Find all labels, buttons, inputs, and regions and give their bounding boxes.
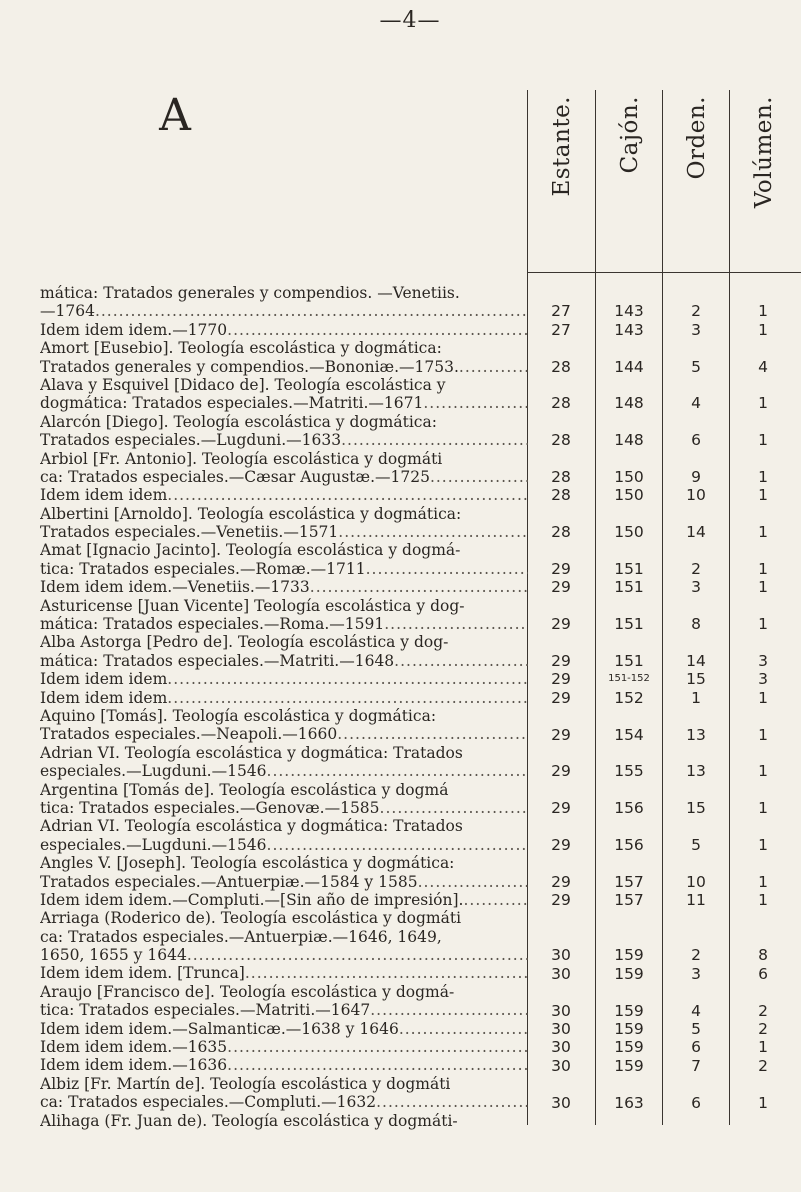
leader-dots <box>430 468 528 486</box>
entry-line: Aquino [Tomás]. Teología escolástica y dogmática: <box>40 706 437 725</box>
entry-line <box>40 946 528 964</box>
entry-line: mática: Tratados generales y compendios. —Venetiis. <box>40 284 460 302</box>
volumen-value: 1 <box>758 891 768 910</box>
column-header-cajon: Cajón. <box>616 96 643 174</box>
entry-line <box>40 358 528 376</box>
estante-value: 27 <box>551 302 571 321</box>
orden-value: 13 <box>686 725 706 744</box>
entry-line: Amort [Eusebio]. Teología escolástica y dogmática: <box>40 339 442 358</box>
estante-value: 29 <box>551 872 571 891</box>
volumen-value: 2 <box>758 1001 768 1020</box>
entry-text: ca: Tratados especiales.—Cæsar Augustæ.—1725 <box>40 467 430 486</box>
estante-value: 27 <box>551 320 571 339</box>
entry-line: Arriaga (Roderico de). Teología escolástica y dogmáti <box>40 909 462 928</box>
volumen-value: 1 <box>758 320 768 339</box>
orden-value: 3 <box>691 320 701 339</box>
orden-value: 5 <box>691 357 701 376</box>
cajon-value: 157 <box>614 891 644 910</box>
entry-line <box>40 762 528 780</box>
entry-line <box>40 1020 528 1038</box>
page-number: —4— <box>379 8 441 33</box>
entry-line: Albertini [Arnoldo]. Teología escolástica y dogmática: <box>40 504 462 523</box>
entry-text: mática: Tratados especiales.—Matriti.—1648 <box>40 651 395 670</box>
orden-value: 14 <box>686 652 706 670</box>
volumen-value: 1 <box>758 799 768 818</box>
orden-value: 1 <box>691 688 701 707</box>
entry-line <box>40 725 528 743</box>
volumen-value: 1 <box>758 762 768 781</box>
entry-line <box>40 964 528 982</box>
entry-text: especiales.—Lugduni.—1546 <box>40 762 267 781</box>
orden-value: 15 <box>686 670 706 689</box>
orden-value: 3 <box>691 578 701 597</box>
entry-line <box>40 302 528 320</box>
leader-dots <box>167 486 528 504</box>
column-rule-1 <box>595 90 596 1125</box>
entry-text: Idem idem idem <box>40 688 168 707</box>
entry-text: Idem idem idem <box>40 486 168 505</box>
orden-value: 5 <box>691 1020 701 1038</box>
volumen-value: 3 <box>758 652 768 670</box>
entry-line: Asturicense [Juan Vicente] Teología escolástica y dog- <box>40 596 465 615</box>
leader-dots <box>227 1038 528 1056</box>
cajon-value: 159 <box>614 946 644 965</box>
leader-dots <box>384 615 528 633</box>
entry-line <box>40 468 528 486</box>
cajon-value: 151-152 <box>608 673 650 685</box>
estante-value: 29 <box>551 891 571 910</box>
entry-line <box>40 321 528 339</box>
entry-line <box>40 1038 528 1056</box>
volumen-value: 1 <box>758 394 768 413</box>
cajon-value: 159 <box>614 964 644 983</box>
volumen-value: 1 <box>758 1093 768 1112</box>
column-header-orden: Orden. <box>683 96 710 180</box>
entry-text: Idem idem idem. [Trunca] <box>40 964 245 983</box>
entry-line <box>40 615 528 633</box>
orden-value: 7 <box>691 1056 701 1075</box>
leader-dots <box>337 725 528 743</box>
entry-text: Idem idem idem.—Compluti.—[Sin año de impresión]. <box>40 890 464 909</box>
leader-dots <box>245 964 528 982</box>
volumen-value: 1 <box>758 578 768 597</box>
estante-value: 28 <box>551 468 571 486</box>
entry-text: 1650, 1655 y 1644 <box>40 946 187 965</box>
entry-line: Albiz [Fr. Martín de]. Teología escolástica y dogmáti <box>40 1074 451 1093</box>
leader-dots <box>418 873 528 891</box>
leader-dots <box>267 762 528 780</box>
estante-value: 30 <box>551 1001 571 1020</box>
volumen-value: 1 <box>758 615 768 634</box>
entry-line: Adrian VI. Teología escolástica y dogmática: Tratados <box>40 817 463 836</box>
entry-line: Adrian VI. Teología escolástica y dogmática: Tratados <box>40 743 463 762</box>
volumen-value: 3 <box>758 670 768 689</box>
orden-value: 4 <box>691 1001 701 1020</box>
leader-dots <box>187 946 528 964</box>
volumen-value: 8 <box>758 946 768 965</box>
cajon-value: 148 <box>614 431 644 450</box>
leader-dots <box>380 799 528 817</box>
entry-line <box>40 689 528 707</box>
estante-value: 30 <box>551 1093 571 1112</box>
orden-value: 3 <box>691 964 701 983</box>
entry-text: Tratados especiales.—Neapoli.—1660 <box>40 725 338 744</box>
volumen-value: 1 <box>758 523 768 542</box>
orden-value: 11 <box>686 891 706 910</box>
estante-value: 30 <box>551 1038 571 1057</box>
leader-dots <box>227 321 528 339</box>
column-header-estante: Estante. <box>548 96 575 197</box>
entry-line <box>40 523 528 541</box>
entry-line: Alarcón [Diego]. Teología escolástica y dogmática: <box>40 412 437 431</box>
entry-text: Idem idem idem <box>40 670 168 689</box>
column-rule-3 <box>729 90 730 1125</box>
entry-text: Tratados especiales.—Lugduni.—1633 <box>40 431 342 450</box>
orden-value: 6 <box>691 1093 701 1112</box>
leader-dots <box>459 358 528 376</box>
estante-value: 30 <box>551 964 571 983</box>
cajon-value: 159 <box>614 1038 644 1057</box>
entry-line: Amat [Ignacio Jacinto]. Teología escolástica y dogmá- <box>40 541 461 560</box>
entry-text: mática: Tratados especiales.—Roma.—1591 <box>40 615 385 634</box>
entry-line <box>40 431 528 449</box>
entry-text: Idem idem idem.—Venetiis.—1733 <box>40 578 310 597</box>
orden-value: 10 <box>686 486 706 505</box>
orden-value: 15 <box>686 799 706 818</box>
section-letter: A <box>159 90 191 141</box>
estante-value: 29 <box>551 836 571 854</box>
entry-line <box>40 652 528 670</box>
entry-line <box>40 1093 528 1111</box>
orden-value: 9 <box>691 468 701 486</box>
entry-line <box>40 891 528 909</box>
column-header-volumen: Volúmen. <box>750 96 777 209</box>
estante-value: 29 <box>551 578 571 597</box>
estante-value: 29 <box>551 762 571 781</box>
leader-dots <box>95 302 528 320</box>
volumen-value: 1 <box>758 560 768 578</box>
estante-value: 29 <box>551 670 571 689</box>
leader-dots <box>167 689 528 707</box>
leader-dots <box>338 523 528 541</box>
cajon-value: 151 <box>614 578 644 597</box>
leader-dots <box>366 560 528 578</box>
cajon-value: 151 <box>614 652 644 670</box>
orden-value: 8 <box>691 615 701 634</box>
entry-line: Angles V. [Joseph]. Teología escolástica y dogmática: <box>40 854 455 873</box>
orden-value: 2 <box>691 946 701 965</box>
cajon-value: 159 <box>614 1001 644 1020</box>
cajon-value: 156 <box>614 799 644 818</box>
leader-dots <box>376 1093 528 1111</box>
estante-value: 29 <box>551 799 571 818</box>
cajon-value: 148 <box>614 394 644 413</box>
entry-line <box>40 873 528 891</box>
volumen-value: 1 <box>758 836 768 854</box>
cajon-value: 143 <box>614 320 644 339</box>
cajon-value: 151 <box>614 560 644 578</box>
entry-text: tica: Tratados especiales.—Matriti.—1647 <box>40 1001 371 1020</box>
orden-value: 13 <box>686 762 706 781</box>
entry-line <box>40 578 528 596</box>
catalog-entries <box>40 284 528 1130</box>
volumen-value: 4 <box>758 357 768 376</box>
entry-text: Idem idem idem.—Salmanticæ.—1638 y 1646 <box>40 1019 399 1038</box>
entry-line <box>40 560 528 578</box>
leader-dots <box>167 670 528 688</box>
estante-value: 28 <box>551 431 571 450</box>
orden-value: 6 <box>691 431 701 450</box>
cajon-value: 143 <box>614 302 644 321</box>
leader-dots <box>463 891 528 909</box>
estante-value: 28 <box>551 394 571 413</box>
entry-line: Arbiol [Fr. Antonio]. Teología escolástica y dogmáti <box>40 449 443 468</box>
cajon-value: 150 <box>614 468 644 486</box>
estante-value: 28 <box>551 486 571 505</box>
estante-value: 30 <box>551 946 571 965</box>
volumen-value: 1 <box>758 872 768 891</box>
leader-dots <box>370 1001 528 1019</box>
volumen-value: 1 <box>758 688 768 707</box>
column-rule-2 <box>662 90 663 1125</box>
estante-value: 29 <box>551 615 571 634</box>
entry-text: tica: Tratados especiales.—Genovæ.—1585 <box>40 798 380 817</box>
leader-dots <box>399 1020 528 1038</box>
cajon-value: 150 <box>614 523 644 542</box>
volumen-value: 1 <box>758 1038 768 1057</box>
entry-text: especiales.—Lugduni.—1546 <box>40 835 267 854</box>
cajon-value: 155 <box>614 762 644 781</box>
estante-value: 28 <box>551 357 571 376</box>
estante-value: 29 <box>551 652 571 670</box>
entry-text: Tratados especiales.—Antuerpiæ.—1584 y 1585 <box>40 872 418 891</box>
estante-value: 29 <box>551 688 571 707</box>
leader-dots <box>423 394 528 412</box>
entry-line <box>40 1056 528 1074</box>
estante-value: 29 <box>551 560 571 578</box>
estante-value: 29 <box>551 725 571 744</box>
cajon-value: 157 <box>614 872 644 891</box>
leader-dots <box>310 578 528 596</box>
entry-text: dogmática: Tratados especiales.—Matriti.—1671 <box>40 394 424 413</box>
entry-text: tica: Tratados especiales.—Romæ.—1711 <box>40 559 366 578</box>
entry-line: Argentina [Tomás de]. Teología escolástica y dogmá <box>40 780 449 799</box>
volumen-value: 1 <box>758 468 768 486</box>
cajon-value: 144 <box>614 357 644 376</box>
volumen-value: 1 <box>758 431 768 450</box>
leader-dots <box>267 836 528 854</box>
entry-text: Tratados especiales.—Venetiis.—1571 <box>40 523 339 542</box>
leader-dots <box>394 652 528 670</box>
entry-text: Idem idem idem.—1770 <box>40 320 228 339</box>
entry-line <box>40 836 528 854</box>
cajon-value: 151 <box>614 615 644 634</box>
orden-value: 4 <box>691 394 701 413</box>
cajon-value: 159 <box>614 1020 644 1038</box>
entry-line <box>40 799 528 817</box>
estante-value: 30 <box>551 1056 571 1075</box>
cajon-value: 152 <box>614 688 644 707</box>
volumen-value: 1 <box>758 302 768 321</box>
orden-value: 6 <box>691 1038 701 1057</box>
entry-line: Alba Astorga [Pedro de]. Teología escolástica y dog- <box>40 633 449 652</box>
volumen-value: 1 <box>758 725 768 744</box>
entry-line <box>40 486 528 504</box>
entry-line <box>40 670 528 688</box>
entry-text: Tratados generales y compendios.—Bononiæ.—1753. <box>40 357 459 376</box>
estante-value: 30 <box>551 1020 571 1038</box>
entry-line: ca: Tratados especiales.—Antuerpiæ.—1646, 1649, <box>40 927 442 946</box>
orden-value: 5 <box>691 836 701 854</box>
entry-text: —1764 <box>40 302 95 321</box>
volumen-value: 2 <box>758 1056 768 1075</box>
entry-line: Araujo [Francisco de]. Teología escolástica y dogmá- <box>40 982 455 1001</box>
cajon-value: 156 <box>614 836 644 854</box>
cajon-value: 163 <box>614 1093 644 1112</box>
entry-text: Idem idem idem.—1635 <box>40 1038 228 1057</box>
cajon-value: 154 <box>614 725 644 744</box>
orden-value: 10 <box>686 872 706 891</box>
leader-dots <box>341 431 528 449</box>
entry-line: Alava y Esquivel [Didaco de]. Teología escolástica y <box>40 375 446 394</box>
entry-line <box>40 1001 528 1019</box>
volumen-value: 1 <box>758 486 768 505</box>
cajon-value: 159 <box>614 1056 644 1075</box>
cajon-value: 150 <box>614 486 644 505</box>
volumen-value: 2 <box>758 1020 768 1038</box>
orden-value: 14 <box>686 523 706 542</box>
orden-value: 2 <box>691 302 701 321</box>
entry-text: Idem idem idem.—1636 <box>40 1056 228 1075</box>
leader-dots <box>227 1056 528 1074</box>
entry-line <box>40 394 528 412</box>
entry-text: ca: Tratados especiales.—Compluti.—1632 <box>40 1093 377 1112</box>
volumen-value: 6 <box>758 964 768 983</box>
estante-value: 28 <box>551 523 571 542</box>
orden-value: 2 <box>691 560 701 578</box>
entry-line: Alihaga (Fr. Juan de). Teología escolástica y dogmáti- <box>40 1111 458 1130</box>
